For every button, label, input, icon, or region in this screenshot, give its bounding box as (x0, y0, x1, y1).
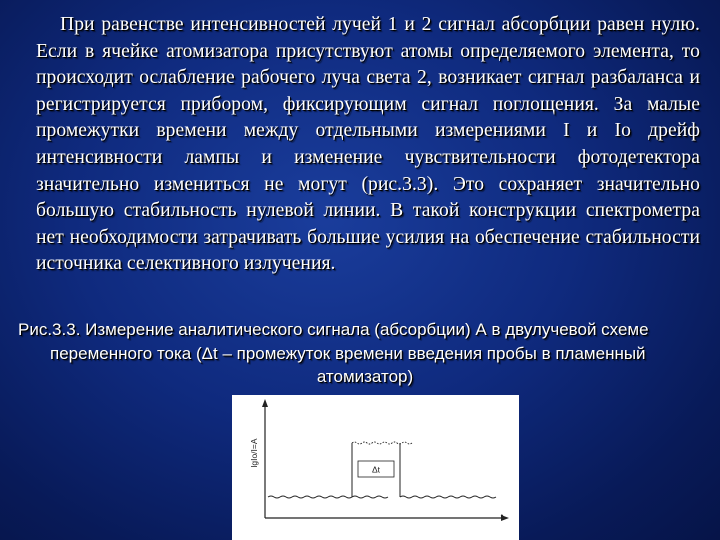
baseline-right (400, 496, 496, 498)
baseline-left (268, 496, 388, 498)
caption-line-2: переменного тока (Δt – промежуток времени введения пробы в пламенный (50, 343, 646, 363)
caption-line-3: атомизатор) (316, 367, 414, 386)
pulse-label: Δt (371, 464, 381, 475)
figure-caption (18, 318, 702, 389)
y-axis-label: lgIo/I=A (249, 438, 259, 468)
y-axis-arrow (262, 399, 268, 407)
signal-diagram (232, 395, 519, 540)
caption-line-1: Рис.3.3. Измерение аналитического сигнала (абсорбции) А в двулучевой схеме (18, 320, 649, 339)
x-axis-label: t (500, 512, 504, 522)
body-paragraph: При равенстве интенсивностей лучей 1 и 2 сигнал абсорбции равен нулю. Если в ячейке атомизатора присутствуют атомы определяемого элемента, то происходит ослабление рабочего луча света 2, возникает сигнал разбаланса и регистрируется прибором, фиксирующим сигнал поглощения. За малые промежутки времени между отдельными измерениями I и Io дрейф интенсивности лампы и изменение чувствительности фотодетектора значительно измениться не могут (рис.3.3). Это сохраняет значительно большую стабильность нулевой линии. В такой конструкции спектрометра нет необходимости затрачивать большие усилия на обеспечение стабильности источника селективного излучения. (36, 14, 700, 275)
signal-figure (232, 395, 519, 540)
pulse-top (352, 442, 412, 444)
